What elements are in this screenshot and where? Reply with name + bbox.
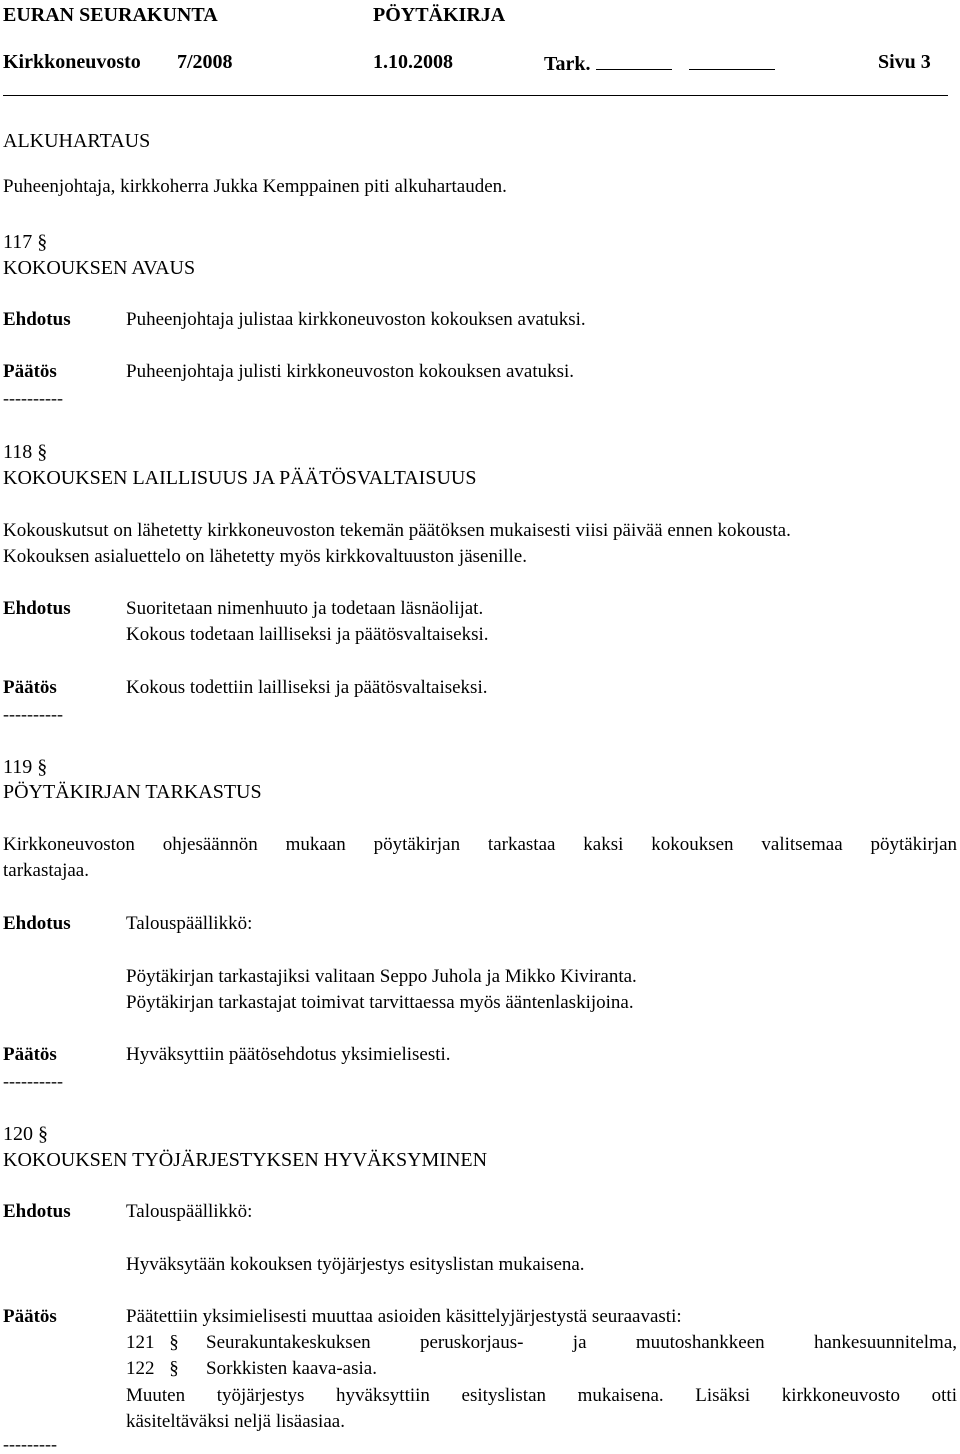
section-117-proposal: Puheenjohtaja julistaa kirkkoneuvoston kokouksen avatuksi.: [126, 309, 586, 330]
section-120-proposal: Hyväksytään kokouksen työjärjestys esityslistan mukaisena.: [126, 1254, 585, 1275]
section-119-proposal-2: Pöytäkirjan tarkastajat toimivat tarvittaessa myös ääntenlaskijoina.: [126, 992, 634, 1013]
checker-signature-line-1: [596, 51, 672, 70]
section-119-proposer: Talouspäällikkö:: [126, 913, 253, 934]
opening-title: ALKUHARTAUS: [3, 130, 151, 152]
agenda-item-121-number: 121 §: [126, 1332, 179, 1353]
meeting-number: 7/2008: [177, 51, 233, 73]
section-118-proposal-2: Kokous todetaan lailliseksi ja päätösvaltaiseksi.: [126, 624, 489, 645]
section-117-title: KOKOUKSEN AVAUS: [3, 257, 196, 279]
section-119-decision: Hyväksyttiin päätösehdotus yksimielisesti.: [126, 1044, 451, 1065]
opening-text: Puheenjohtaja, kirkkoherra Jukka Kemppainen piti alkuhartauden.: [3, 176, 507, 197]
meeting-body: Kirkkoneuvosto: [3, 51, 141, 73]
section-118-number: 118 §: [3, 441, 48, 463]
checked-label: Tark.: [544, 51, 775, 75]
section-118-title: KOKOUKSEN LAILLISUUS JA PÄÄTÖSVALTAISUUS: [3, 467, 477, 489]
section-120-proposer: Talouspäällikkö:: [126, 1201, 253, 1222]
section-119-intro-2: tarkastajaa.: [3, 860, 89, 881]
section-120-decision-label: Päätös: [3, 1306, 57, 1327]
section-119-separator: ----------: [3, 1071, 63, 1091]
section-118-proposal-label: Ehdotus: [3, 598, 71, 619]
checker-signature-line-2: [689, 51, 775, 70]
section-119-proposal-label: Ehdotus: [3, 913, 71, 934]
meeting-date: 1.10.2008: [373, 51, 453, 73]
section-118-intro-1: Kokouskutsut on lähetetty kirkkoneuvoston tekemän päätöksen mukaisesti viisi päivää ennen kokousta.: [3, 520, 791, 541]
section-118-intro-2: Kokouksen asialuettelo on lähetetty myös kirkkovaltuuston jäsenille.: [3, 546, 527, 567]
section-119-title: PÖYTÄKIRJAN TARKASTUS: [3, 781, 262, 803]
section-118-decision: Kokous todettiin lailliseksi ja päätösvaltaiseksi.: [126, 677, 488, 698]
section-118-decision-label: Päätös: [3, 677, 57, 698]
section-sign-icon: §: [38, 1123, 48, 1145]
section-118-separator: ----------: [3, 704, 63, 724]
section-120-decision-1: Päätettiin yksimielisesti muuttaa asioiden käsittelyjärjestystä seuraavasti:: [126, 1306, 682, 1327]
doc-type: PÖYTÄKIRJA: [373, 4, 506, 26]
section-120-separator: ---------: [3, 1434, 57, 1454]
section-117-decision-label: Päätös: [3, 361, 57, 382]
section-120-title: KOKOUKSEN TYÖJÄRJESTYKSEN HYVÄKSYMINEN: [3, 1149, 488, 1171]
section-117-separator: ----------: [3, 388, 63, 408]
org-name: EURAN SEURAKUNTA: [3, 4, 218, 26]
section-118-proposal-1: Suoritetaan nimenhuuto ja todetaan läsnäolijat.: [126, 598, 484, 619]
section-sign-icon: §: [37, 441, 48, 463]
section-sign-icon: §: [169, 1332, 179, 1353]
section-117-number: 117 §: [3, 231, 48, 253]
section-119-intro-1: Kirkkoneuvoston ohjesäännön mukaan pöytäkirjan tarkastaa kaksi kokouksen valitsemaa pöytäkirjan: [3, 834, 957, 855]
section-119-number: 119 §: [3, 756, 48, 778]
section-119-decision-label: Päätös: [3, 1044, 57, 1065]
section-120-decision-2: Muuten työjärjestys hyväksyttiin esityslistan mukaisena. Lisäksi kirkkoneuvosto otti: [126, 1385, 957, 1406]
page-number: Sivu 3: [878, 51, 931, 73]
agenda-item-121-text: Seurakuntakeskuksen peruskorjaus- ja muutoshankkeen hankesuunnitelma,: [206, 1332, 957, 1353]
section-119-proposal-1: Pöytäkirjan tarkastajiksi valitaan Seppo Juhola ja Mikko Kiviranta.: [126, 966, 637, 987]
section-sign-icon: §: [37, 231, 48, 253]
section-117-decision: Puheenjohtaja julisti kirkkoneuvoston kokouksen avatuksi.: [126, 361, 575, 382]
header-rule: [3, 95, 948, 96]
agenda-item-122-number: 122 §: [126, 1358, 179, 1379]
section-sign-icon: §: [37, 756, 48, 778]
section-120-number: 120 §: [3, 1123, 48, 1145]
section-sign-icon: §: [169, 1358, 179, 1379]
section-120-proposal-label: Ehdotus: [3, 1201, 71, 1222]
section-117-proposal-label: Ehdotus: [3, 309, 71, 330]
section-120-decision-3: käsiteltäväksi neljä lisäasiaa.: [126, 1411, 345, 1432]
agenda-item-122-text: Sorkkisten kaava-asia.: [206, 1358, 377, 1379]
